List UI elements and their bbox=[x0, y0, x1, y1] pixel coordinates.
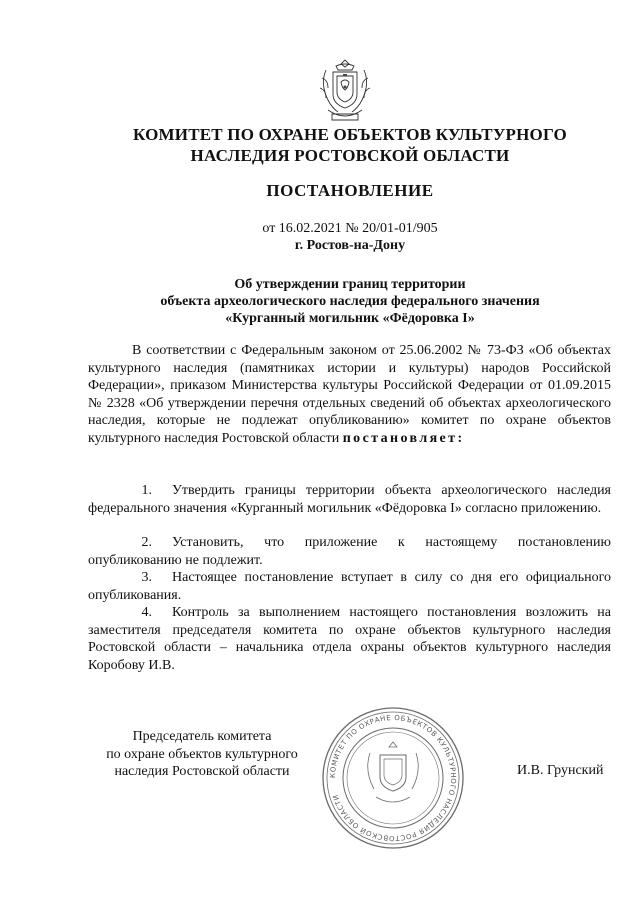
decree-word: постановляет: bbox=[342, 430, 465, 446]
svg-text:КОМИТЕТ ПО ОХРАНЕ ОБЪЕКТОВ КУЛ bbox=[329, 714, 457, 842]
signatory-title-line1: Председатель комитета bbox=[132, 729, 272, 744]
item-text: Контроль за выполнением настоящего постановления возложить на заместителя председателя комитета по охране объектов культурного наследия Ростовской области – начальника отдела охраны объектов культурного наследия Коробову И.В. bbox=[88, 605, 611, 673]
subject-line3: «Курганный могильник «Фёдоровка I» bbox=[225, 311, 475, 326]
subject-line2: объекта археологического наследия федерального значения bbox=[160, 294, 540, 309]
document-subject bbox=[60, 276, 640, 327]
organization-name bbox=[60, 124, 640, 166]
list-item bbox=[88, 482, 611, 517]
subject-line1: Об утверждении границ территории bbox=[234, 277, 466, 292]
item-text: Утвердить границы территории объекта археологического наследия федерального значения «Курганный могильник «Фёдоровка I» согласно приложению. bbox=[88, 483, 611, 516]
signatory-name: И.В. Грунский bbox=[517, 763, 604, 778]
organization-name-line1: КОМИТЕТ ПО ОХРАНЕ ОБЪЕКТОВ КУЛЬТУРНОГО bbox=[133, 125, 567, 144]
date-and-number: от 16.02.2021 № 20/01-01/905 bbox=[262, 221, 438, 236]
official-seal-icon bbox=[318, 705, 468, 851]
item-number: 2. bbox=[141, 535, 152, 550]
item-text: Установить, что приложение к настоящему постановлению опубликованию не подлежит. bbox=[88, 535, 611, 568]
item-text: Настоящее постановление вступает в силу со дня его официального опубликования. bbox=[88, 570, 611, 603]
item-number: 3. bbox=[141, 570, 152, 585]
seal-ring-text: КОМИТЕТ ПО ОХРАНЕ ОБЪЕКТОВ КУЛЬТУРНОГО НАСЛЕДИЯ РОСТОВСКОЙ ОБЛАСТИ bbox=[328, 713, 458, 843]
list-item bbox=[88, 534, 611, 569]
item-number: 4. bbox=[141, 605, 152, 620]
signatory-title bbox=[84, 728, 320, 781]
preamble-text: В соответствии с Федеральным законом от 25.06.2002 № 73-ФЗ «Об объектах культурного наследия (памятниках истории и культуры) народов Российской Федерации», приказом Министерства культуры Российской Федерации от 01.09.2015 № 2328 «Об утверждении перечня отдельных сведений об объектах археологического наследия, которые не подлежат опубликованию» комитет по охране объектов культурного наследия Ростовской области bbox=[88, 343, 611, 446]
list-item bbox=[88, 569, 611, 604]
signatory-title-line2: по охране объектов культурного bbox=[106, 746, 298, 762]
city: г. Ростов-на-Дону bbox=[294, 238, 406, 253]
signatory-title-line3: наследия Ростовской области bbox=[114, 764, 290, 779]
document-type: ПОСТАНОВЛЕНИЕ bbox=[266, 181, 434, 200]
coat-of-arms-icon bbox=[314, 58, 376, 124]
item-number: 1. bbox=[141, 483, 152, 498]
preamble-paragraph bbox=[88, 342, 611, 447]
organization-name-line2: НАСЛЕДИЯ РОСТОВСКОЙ ОБЛАСТИ bbox=[190, 146, 510, 165]
list-item bbox=[88, 604, 611, 674]
